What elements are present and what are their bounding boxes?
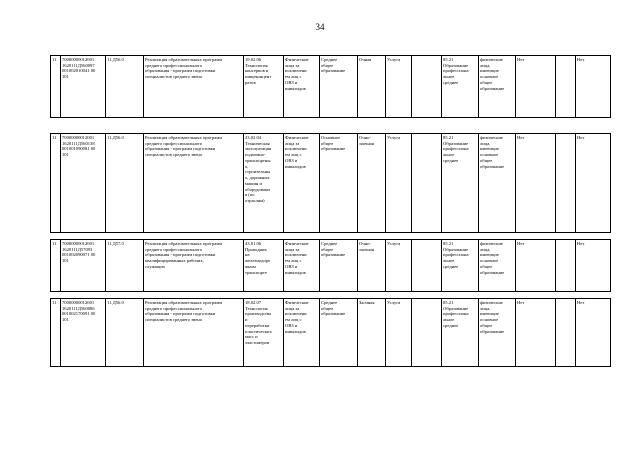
service-type: Услуга: [386, 299, 412, 367]
consumers: физические лица, имеющие основное общее образование: [479, 240, 516, 292]
empty-cell: [556, 299, 576, 367]
empty-cell: [412, 134, 442, 233]
study-form: Очно- заочная: [358, 240, 386, 292]
empty-cell: [412, 240, 442, 292]
consumers: физические лица, имеющие основное общее образование: [479, 299, 516, 367]
okved: 85.21 Образование профессиона льное среднее: [442, 56, 479, 118]
consumer-category: Физические лица за исключени ем лиц с ОВЗ и инвалидов: [284, 299, 320, 367]
specialty: 43.01.06 Проводник на железнодоро жном транспорте: [244, 240, 284, 292]
flag-2: Нет: [576, 299, 611, 367]
service-code: 11.Д56.0: [106, 299, 144, 367]
page-number: 34: [315, 22, 325, 32]
service-code: 11.Д56.0: [106, 134, 144, 233]
service-name: Реализация образовательных программ среднего профессионального образования - программ подготовки квалифицированных рабочих, служащих: [144, 240, 244, 292]
registry-code: 70000000012001 1620111Д560097 001002010041 00 101: [61, 56, 106, 118]
service-name: Реализация образовательных программ среднего профессионального образования - программ подготовки специалистов среднего звена: [144, 134, 244, 233]
service-type: Услуга: [386, 56, 412, 118]
table-row: [51, 299, 611, 367]
education-level: Среднее общее образование: [320, 299, 358, 367]
empty-cell: [412, 56, 442, 118]
flag-2: Нет: [576, 240, 611, 292]
okved: 85.21 Образование профессиона льное среднее: [442, 240, 479, 292]
row-number: 11: [51, 56, 61, 118]
empty-cell: [412, 299, 442, 367]
row-gap: [51, 233, 611, 240]
row-number: 11: [51, 134, 61, 233]
service-code: 11.Д56.0: [106, 56, 144, 118]
study-form: Очная: [358, 56, 386, 118]
service-type: Услуга: [386, 134, 412, 233]
flag-1: Нет: [516, 240, 556, 292]
consumer-category: Физические лица за исключени ем лиц с ОВЗ и инвалидов: [284, 240, 320, 292]
empty-cell: [556, 134, 576, 233]
service-name: Реализация образовательных программ среднего профессионального образования - программ подготовки специалистов среднего звена: [144, 56, 244, 118]
consumers: физические лица, имеющие основное общее образование: [479, 56, 516, 118]
service-name: Реализация образовательных программ среднего профессионального образования - программ подготовки специалистов среднего звена: [144, 299, 244, 367]
row-number: 11: [51, 240, 61, 292]
flag-1: Нет: [516, 56, 556, 118]
okved: 85.21 Образование профессиона льное среднее: [442, 299, 479, 367]
study-form: Заочная: [358, 299, 386, 367]
empty-cell: [556, 240, 576, 292]
registry-code: 70000000012001 1620111Д560138 001001090081 00 101: [61, 134, 106, 233]
flag-1: Нет: [516, 299, 556, 367]
row-gap: [51, 118, 611, 134]
specialty: 19.02.06 Технология консервов и пищеконцент ратов: [244, 56, 284, 118]
registry-code: 70000000012001 1620111Д57093 001002090071 00 101: [61, 240, 106, 292]
education-level: Среднее общее образование: [320, 240, 358, 292]
specialty: 18.02.07 Технология производства и переработки пластических масс и эластомеров: [244, 299, 284, 367]
flag-2: Нет: [576, 134, 611, 233]
empty-cell: [556, 56, 576, 118]
table-row: [51, 56, 611, 118]
consumers: физические лица, имеющие основное общее образование: [479, 134, 516, 233]
row-number: 11: [51, 299, 61, 367]
education-level: Основное общее образование: [320, 134, 358, 233]
study-form: Очно- заочная: [358, 134, 386, 233]
specialty: 23.02.04 Техническая эксплуатация подъемно- транспортны х, строительны х, дорожных машин и оборудовани я (по отраслям): [244, 134, 284, 233]
registry-table: [50, 55, 611, 367]
flag-2: Нет: [576, 56, 611, 118]
okved: 85.21 Образование профессиона льное среднее: [442, 134, 479, 233]
education-level: Среднее общее образование: [320, 56, 358, 118]
table-row: [51, 134, 611, 233]
table-row: [51, 240, 611, 292]
flag-1: Нет: [516, 134, 556, 233]
registry-code: 70000000012001 1620111Д560086 001002170091 00 101: [61, 299, 106, 367]
row-gap: [51, 292, 611, 299]
service-type: Услуга: [386, 240, 412, 292]
consumer-category: Физические лица за исключени ем лиц с ОВЗ и инвалидов: [284, 56, 320, 118]
consumer-category: Физические лица за исключени ем лиц с ОВЗ и инвалидов: [284, 134, 320, 233]
service-code: 11.Д57.0: [106, 240, 144, 292]
